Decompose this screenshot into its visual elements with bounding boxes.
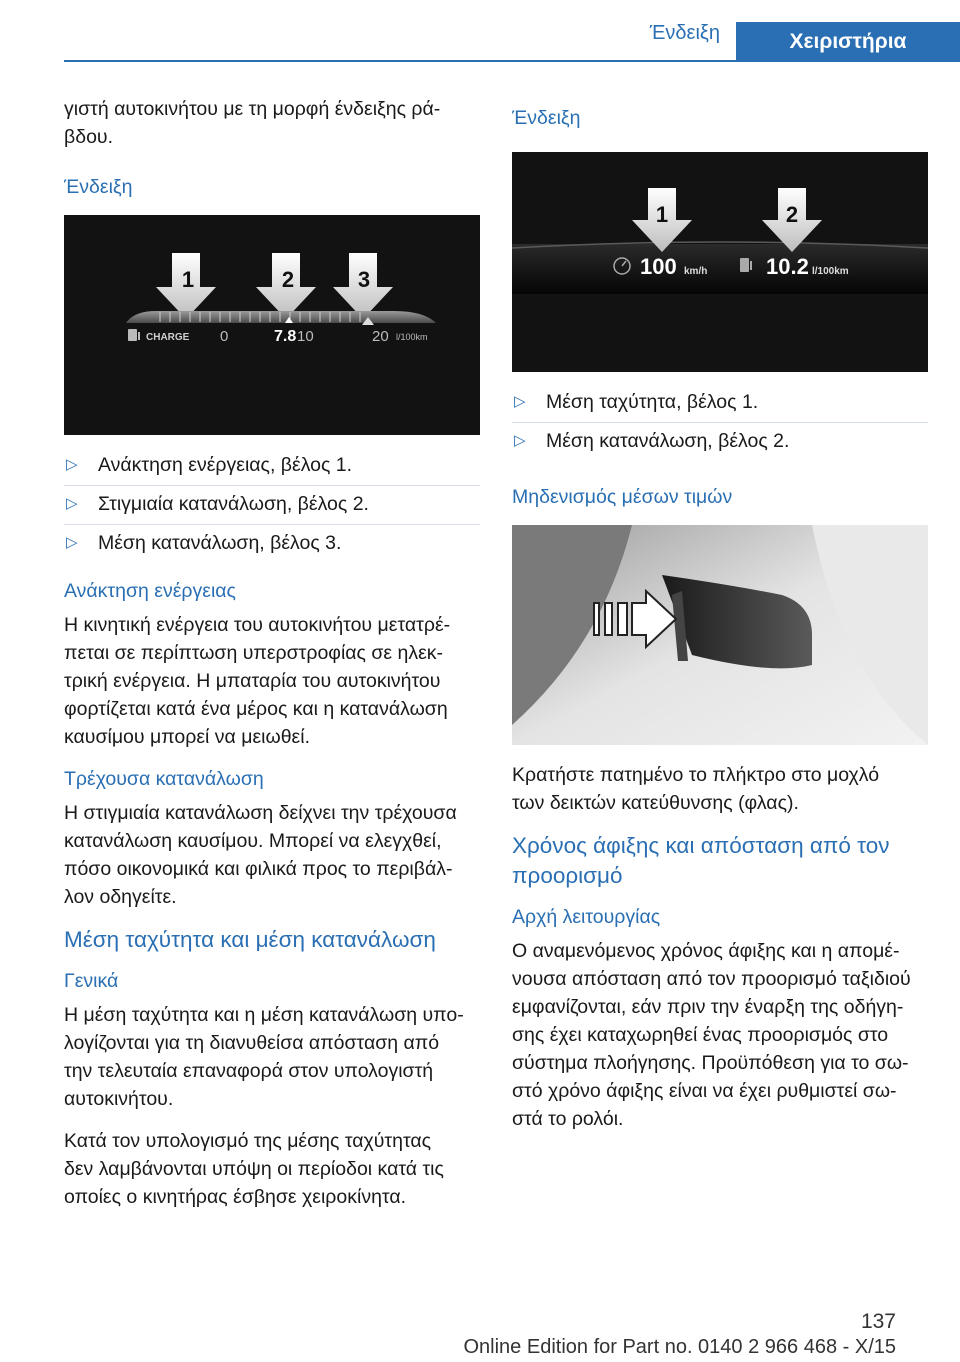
unit-label: l/100km [396, 332, 428, 342]
header-chapter-tab: Χειριστήρια [736, 22, 960, 62]
avg-consumption-value: 10.2 [766, 254, 809, 279]
heading-current-consumption: Τρέχουσα κατανάλωση [64, 768, 264, 790]
list-item: ▷ Μέση κατανάλωση, βέλος 3. [64, 529, 480, 563]
heading-arrival: Χρόνος άφιξης και απόσταση από τον προορισμό [512, 833, 890, 888]
heading-energy-recovery: Ανάκτηση ενέργειας [64, 580, 236, 602]
paragraph-general-2: Κατά τον υπολογισμό της μέσης ταχύτητας δεν λαμβάνονται υπόψη οι περίοδοι κατά τις οποίες ο κινητήρας έσβησε χειροκίνητα. [64, 1130, 444, 1208]
arrow-2-label: 2 [281, 267, 295, 292]
heading-average: Μέση ταχύτητα και μέση κατανάλωση [64, 927, 436, 952]
list-item: ▷ Στιγμιαία κατανάλωση, βέλος 2. [64, 490, 480, 525]
figure-average-display [512, 152, 928, 372]
paragraph-general: Η μέση ταχύτητα και η μέση κατανάλωση υπο- λογίζονται για τη διανυθείσα απόσταση από την τελευταία επαναφορά στον υπολογιστή αυτοκινήτου. [64, 1004, 464, 1110]
heading-reset: Μηδενισμός μέσων τιμών [512, 486, 733, 508]
scale-0: 0 [220, 328, 229, 345]
list-item: ▷ Ανάκτηση ενέργειας, βέλος 1. [64, 451, 480, 486]
figure-stalk-button [512, 525, 928, 745]
header-rule [64, 60, 960, 62]
heading-display-right: Ένδειξη [512, 107, 581, 129]
arrow-1-label: 1 [655, 202, 669, 227]
paragraph-current: Η στιγμιαία κατανάλωση δείχνει την τρέχουσα κατανάλωση καυσίμου. Μπορεί να ελεγχθεί, πόσο οικονομικά και φιλικά προς το περιβάλ- λον οδηγείτε. [64, 802, 457, 908]
heading-general: Γενικά [64, 970, 119, 992]
page-header [0, 0, 960, 62]
list-item: ▷ Μέση ταχύτητα, βέλος 1. [512, 388, 928, 423]
arrow-1-label: 1 [181, 267, 195, 292]
scale-20: 20 [372, 328, 389, 345]
page-number: 137 [860, 1310, 896, 1333]
paragraph-reset: Κρατήστε πατημένο το πλήκτρο στο μοχλό των δεικτών κατεύθυνσης (φλας). [512, 764, 880, 814]
list-item: ▷ Μέση κατανάλωση, βέλος 2. [512, 427, 928, 461]
edition-line: Online Edition for Part no. 0140 2 966 468 - X/15 [463, 1336, 896, 1358]
fuel-pump-icon [128, 329, 140, 341]
heading-display: Ένδειξη [64, 176, 133, 198]
avg-consumption-unit: l/100km [812, 266, 849, 277]
legend-list-right [512, 388, 928, 461]
intro-paragraph [64, 95, 480, 151]
avg-speed-value: 100 [640, 254, 677, 279]
arrow-2-label: 2 [785, 202, 799, 227]
header-section: Ένδειξη [649, 22, 720, 44]
paragraph-energy: Η κινητική ενέργεια του αυτοκινήτου μετατρέ- πεται σε περίπτωση υπερστροφίας σε ηλεκ- τρική ενέργεια. Η μπαταρία του αυτοκινήτου φορτίζεται κατά ένα μέρος και η κατανάλωση καυσίμου μπορεί να μειωθεί. [64, 614, 451, 748]
charge-label: CHARGE [146, 332, 190, 343]
intro-line: βδου. [64, 126, 113, 148]
heading-principle: Αρχή λειτουργίας [512, 906, 661, 928]
consumption-bar [126, 311, 436, 323]
left-column [64, 95, 480, 1225]
figure-energy-bar [64, 215, 480, 435]
arrow-3-label: 3 [357, 267, 371, 292]
legend-list [64, 451, 480, 563]
scale-10: 10 [297, 328, 314, 345]
current-value: 7.8 [274, 328, 297, 345]
intro-line: γιστή αυτοκινήτου με τη μορφή ένδειξης ρά- [64, 98, 441, 120]
avg-speed-unit: km/h [684, 266, 708, 277]
paragraph-principle: Ο αναμενόμενος χρόνος άφιξης και η απομέ- νουσα απόσταση από τον προορισμό ταξιδιού εμφανίζονται, εάν πριν την έναρξη της οδήγη- σης έχει καταχωρηθεί ένας προορισμός στο σύστημα πλοήγησης. Προϋπόθεση για το σω- στό χρόνο άφιξης είναι να έχει ρυθμιστεί σω- στά το ρολόι. [512, 940, 911, 1130]
right-column [512, 104, 928, 1147]
